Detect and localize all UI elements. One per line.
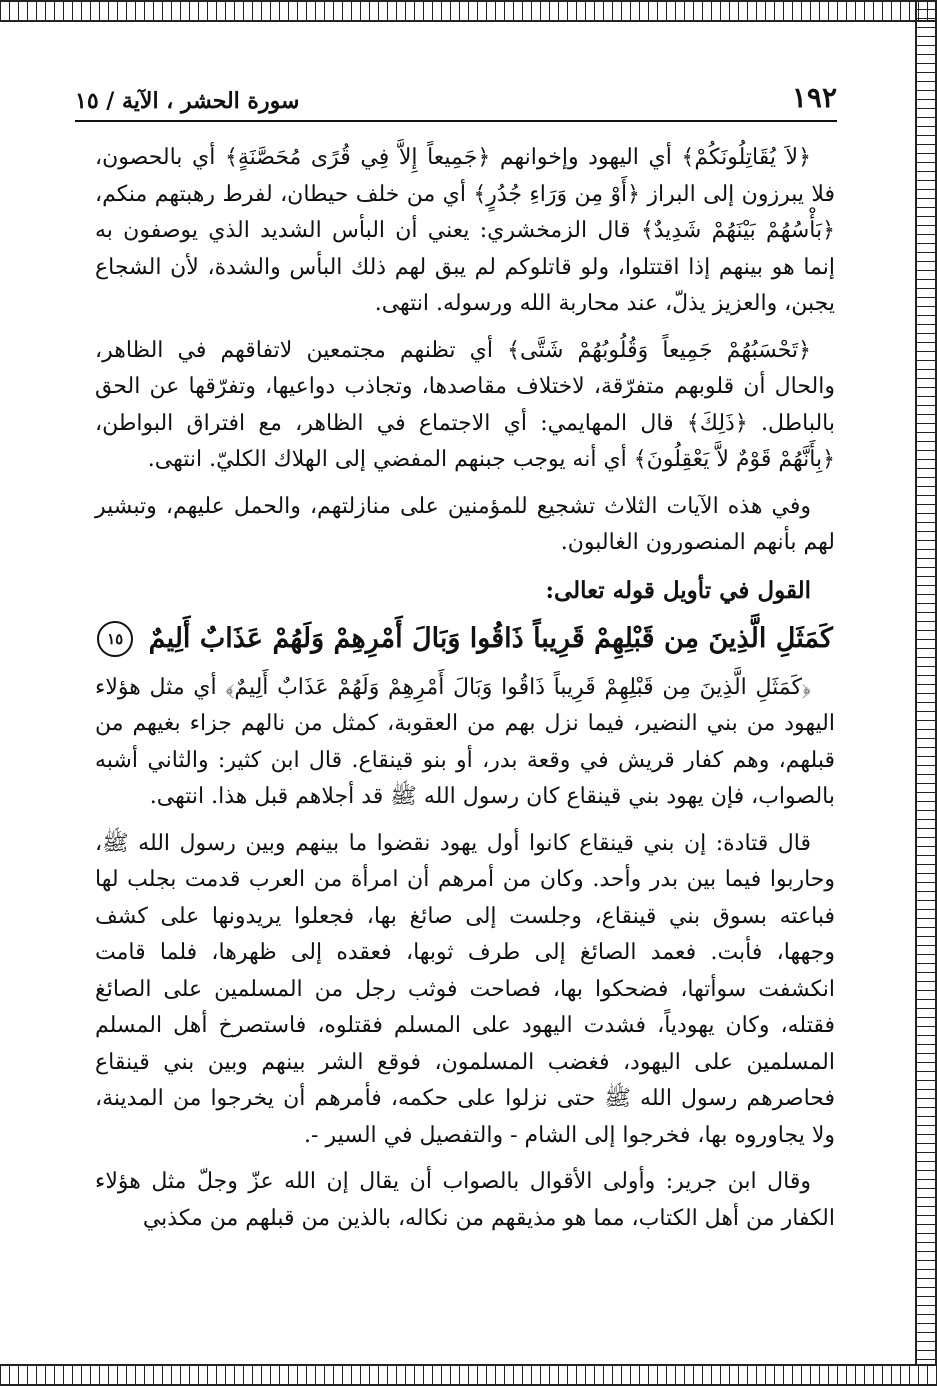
- paragraph-1: ﴿لاَ يُقَاتِلُونَكُمْ﴾ أي اليهود وإخوانهم ﴿جَمِيعاً إِلاَّ فِي قُرًى مُحَصَّنَةٍ﴾ أي بالحصون، فلا يبرزون إلى البراز ﴿أَوْ مِن وَرَاءِ جُدُرٍ﴾ أي من خلف حيطان، لفرط رهبتهم منكم، ﴿بَأْسُهُمْ بَيْنَهُمْ شَدِيدٌ﴾ قال الزمخشري: يعني أن البأس الشديد الذي يوصفون به إنما هو بينهم إذا اقتتلوا، ولو قاتلوكم لم يبق لهم ذلك البأس والشدة، لأن الشجاع يجبن، والعزيز يذلّ، عند محاربة الله ورسوله. انتهى.: [95, 145, 835, 316]
- ornamental-border-top: [0, 0, 937, 22]
- verse-text: كَمَثَلِ الَّذِينَ مِن قَبْلِهِمْ قَرِيباً ذَاقُوا وَبَالَ أَمْرِهِمْ وَلَهُمْ عَذَابٌ أَلِيمٌ: [148, 622, 833, 654]
- paragraph-2: ﴿تَحْسَبُهُمْ جَمِيعاً وَقُلُوبُهُمْ شَتَّى﴾ أي تظنهم مجتمعين لاتفاقهم في الظاهر، والحال أن قلوبهم متفرّقة، لاختلاف مقاصدها، وتجاذب دواعيها، وتفرّقها عن الحق بالباطل. ﴿ذَلِكَ﴾ قال المهايمي: أي الاجتماع في الظاهر، مع افتراق البواطن، ﴿بِأَنَّهُمْ قَوْمٌ لاَّ يَعْقِلُونَ﴾ أي أنه يوجب جبنهم المفضي إلى الهلاك الكليّ. انتهى.: [95, 337, 835, 472]
- paragraph-3: وفي هذه الآيات الثلاث تشجيع للمؤمنين على منازلتهم، والحمل عليهم، وتبشير لهم بأنهم المنصورون الغالبون.: [95, 493, 835, 555]
- paragraph-4: ﴿كَمَثَلِ الَّذِينَ مِن قَبْلِهِمْ قَرِيباً ذَاقُوا وَبَالَ أَمْرِهِمْ وَلَهُمْ عَذَابٌ أَلِيمٌ﴾ أي مثل هؤلاء اليهود من بني النضير، فيما نزل بهم من العقوبة، كمثل من نالهم جزاء بغيهم من قبلهم، وهم كفار قريش في وقعة بدر، أو بنو قينقاع. قال ابن كثير: والثاني أشبه بالصواب، فإن يهود بني قينقاع كان رسول الله ﷺ قد أجلاهم قبل هذا. انتهى.: [95, 674, 835, 809]
- surah-reference: سورة الحشر ، الآية / ١٥: [75, 88, 300, 114]
- quran-verse: [95, 616, 835, 662]
- ornamental-border-right: [915, 0, 937, 1386]
- page-body: [95, 140, 835, 1247]
- paragraph-5: قال قتادة: إن بني قينقاع كانوا أول يهود نقضوا ما بينهم وبين رسول الله ﷺ، وحاربوا فيما بين بدر وأحد. وكان من أمرهم أن امرأة من العرب قدمت بجلب لها فباعته بسوق بني قينقاع، وجلست إلى صائغ بها، فجعلوا يريدونها على كشف وجهها، فأبت. فعمد الصائغ إلى طرف ثوبها، فعقده إلى ظهرها، فلما قامت انكشفت سوأتها، فضحكوا بها، فصاحت فوثب رجل من المسلمين على الصائغ فقتله، وكان يهودياً، فشدت اليهود على المسلم فقتلوه، فاستصرخ أهل المسلم المسلمين على اليهود، فغضب المسلمون، فوقع الشر بينهم وبين بني قينقاع فحاصرهم رسول الله ﷺ حتى نزلوا على حكمه، فأمرهم أن يخرجوا من المدينة، ولا يجاوروه بها، فخرجوا إلى الشام - والتفصيل في السير -.: [95, 830, 835, 1148]
- section-heading: القول في تأويل قوله تعالى:: [545, 576, 811, 604]
- verse-number: ١٥: [97, 621, 133, 657]
- paragraph-6: وقال ابن جرير: وأولى الأقوال بالصواب أن يقال إن الله عزّ وجلّ مثل هؤلاء الكفار من أهل الكتاب، مما هو مذيقهم من نكاله، بالذين من قبلهم من مكذبي: [95, 1169, 835, 1231]
- page-number: ١٩٢: [791, 81, 837, 114]
- ornamental-border-bottom: [0, 1364, 937, 1386]
- page-header: [75, 78, 837, 122]
